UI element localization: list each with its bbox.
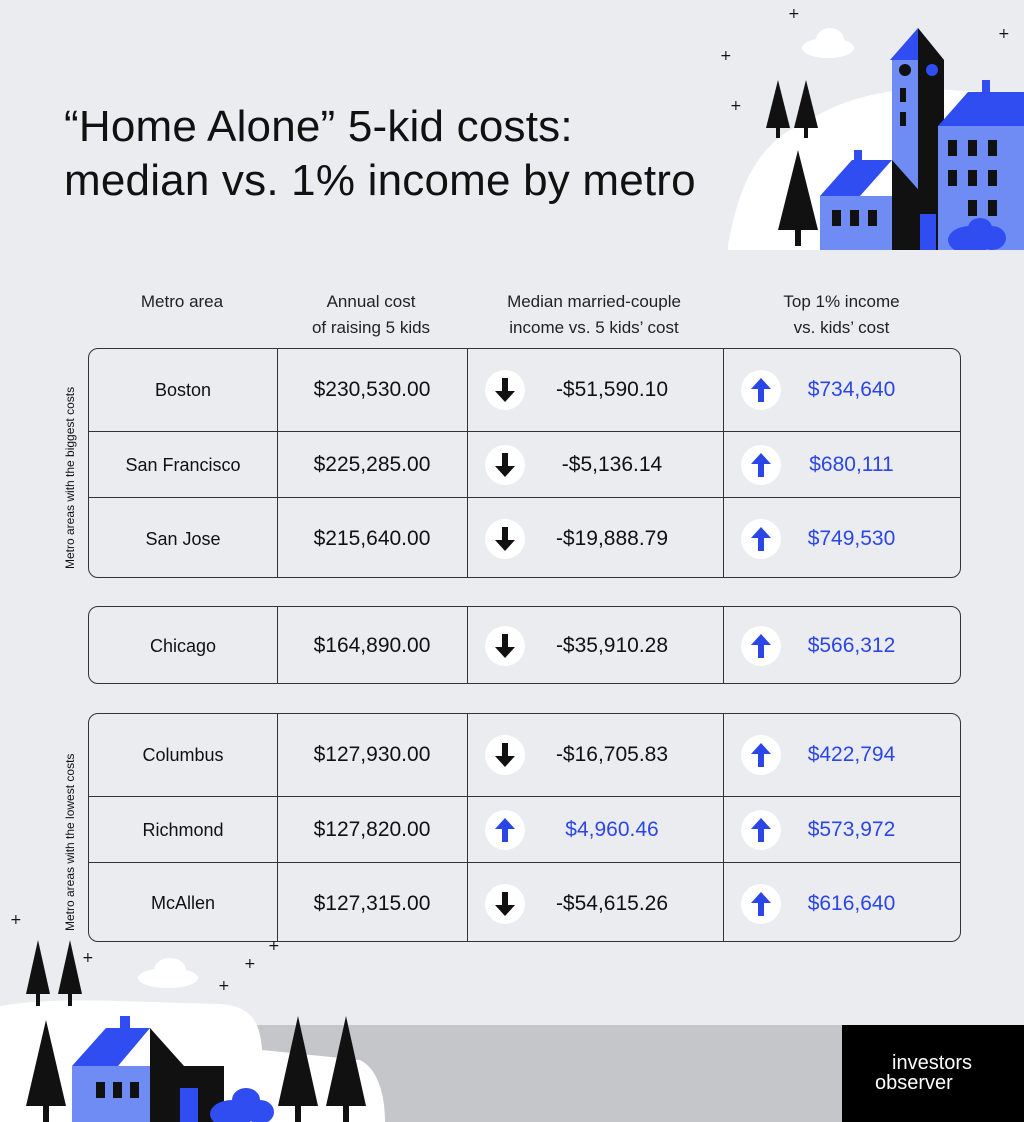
metro-name: San Francisco <box>125 454 241 475</box>
annual-cost-value: $164,890.00 <box>313 634 431 657</box>
table-group-lowest-costs <box>88 713 961 942</box>
header-median-income <box>466 289 722 341</box>
top-income-diff-value: $616,640 <box>807 891 896 915</box>
cost-cell <box>277 498 467 578</box>
annual-cost-value: $215,640.00 <box>313 527 431 550</box>
table-row <box>89 431 960 498</box>
header-metro-area <box>88 289 276 315</box>
metro-cell <box>89 797 277 863</box>
header-metro-label: Metro area <box>140 292 224 311</box>
metro-cell <box>89 349 277 431</box>
top-income-cell <box>723 714 961 796</box>
top-income-cell <box>723 432 961 498</box>
arrow-down-icon <box>485 445 525 485</box>
median-cell <box>467 797 723 863</box>
arrow-down-icon <box>485 735 525 775</box>
top-income-diff-value: $680,111 <box>809 453 894 476</box>
town-illustration-bottom <box>0 910 400 1122</box>
table-group-chicago <box>88 606 961 684</box>
title-line-2: median vs. 1% income by metro <box>64 156 696 205</box>
side-label-biggest-costs: Metro areas with the biggest costs <box>63 386 77 569</box>
top-income-cell <box>723 863 961 942</box>
town-illustration-top <box>720 0 1024 250</box>
metro-name: Boston <box>154 379 212 400</box>
median-income-diff-value: -$16,705.83 <box>555 743 669 766</box>
median-income-diff-value: -$54,615.26 <box>555 891 669 915</box>
svg-text:+: + <box>244 956 256 972</box>
table-group-biggest-costs <box>88 348 961 578</box>
top-income-diff-value: $566,312 <box>807 634 896 657</box>
median-income-diff-value: -$5,136.14 <box>561 453 663 476</box>
arrow-up-icon <box>741 626 781 666</box>
title-line-1: “Home Alone” 5-kid costs: <box>64 102 573 151</box>
metro-name: Columbus <box>142 744 224 765</box>
brand-logo <box>842 1025 1024 1122</box>
header-cost-line-1: Annual cost <box>326 292 416 311</box>
header-median-line-2: income vs. 5 kids’ cost <box>509 318 679 337</box>
cost-cell <box>277 432 467 498</box>
arrow-down-icon <box>485 519 525 559</box>
svg-text:+: + <box>10 912 22 928</box>
metro-name: San Jose <box>145 528 221 549</box>
metro-cell <box>89 432 277 498</box>
side-label-lowest-costs: Metro areas with the lowest costs <box>63 753 77 931</box>
brand-line-2: observer <box>875 1072 953 1094</box>
table-row <box>89 497 960 578</box>
metro-name: McAllen <box>150 893 216 913</box>
header-median-line-1: Median married-couple <box>507 292 681 311</box>
table-row <box>89 796 960 863</box>
median-cell <box>467 432 723 498</box>
top-income-diff-value: $422,794 <box>807 743 896 766</box>
metro-cell <box>89 498 277 578</box>
arrow-up-icon <box>741 884 781 924</box>
annual-cost-value: $127,930.00 <box>313 743 431 766</box>
arrow-up-icon <box>485 810 525 850</box>
median-income-diff-value: -$19,888.79 <box>555 527 669 550</box>
median-cell <box>467 863 723 942</box>
arrow-up-icon <box>741 445 781 485</box>
header-top-line-1: Top 1% income <box>783 292 900 311</box>
cost-cell <box>277 714 467 796</box>
svg-text:+: + <box>82 950 94 966</box>
top-income-cell <box>723 349 961 431</box>
arrow-down-icon <box>485 884 525 924</box>
arrow-up-icon <box>741 519 781 559</box>
cost-cell <box>277 349 467 431</box>
metro-name: Richmond <box>142 819 224 840</box>
cost-cell <box>277 797 467 863</box>
median-cell <box>467 349 723 431</box>
annual-cost-value: $127,820.00 <box>313 818 431 841</box>
median-cell <box>467 714 723 796</box>
top-income-diff-value: $734,640 <box>807 378 896 401</box>
header-top-line-2: vs. kids’ cost <box>793 318 890 337</box>
annual-cost-value: $127,315.00 <box>313 891 431 915</box>
table-row <box>89 714 960 796</box>
arrow-down-icon <box>485 370 525 410</box>
cost-cell <box>277 607 467 684</box>
top-income-cell <box>723 498 961 578</box>
table-row <box>89 349 960 431</box>
svg-text:+: + <box>998 26 1010 42</box>
metro-cell <box>89 714 277 796</box>
annual-cost-value: $230,530.00 <box>313 378 431 401</box>
svg-text:+: + <box>788 6 800 22</box>
top-income-cell <box>723 607 961 684</box>
median-cell <box>467 498 723 578</box>
median-income-diff-value: -$51,590.10 <box>555 378 669 401</box>
svg-text:+: + <box>218 978 230 994</box>
top-income-diff-value: $749,530 <box>807 527 896 550</box>
arrow-up-icon <box>741 735 781 775</box>
metro-name: Chicago <box>149 635 217 656</box>
median-income-diff-value: -$35,910.28 <box>555 634 669 657</box>
svg-text:+: + <box>730 98 742 114</box>
arrow-down-icon <box>485 626 525 666</box>
arrow-up-icon <box>741 370 781 410</box>
header-top-income <box>722 289 961 341</box>
annual-cost-value: $225,285.00 <box>313 453 431 476</box>
table-row <box>89 607 960 684</box>
top-income-diff-value: $573,972 <box>807 818 896 841</box>
svg-text:+: + <box>268 938 280 954</box>
metro-cell <box>89 607 277 684</box>
median-income-diff-value: $4,960.46 <box>565 818 659 841</box>
header-annual-cost <box>276 289 466 341</box>
page-title <box>64 100 696 208</box>
header-cost-line-2: of raising 5 kids <box>311 318 431 337</box>
brand-line-1: investors <box>892 1052 973 1074</box>
median-cell <box>467 607 723 684</box>
top-income-cell <box>723 797 961 863</box>
arrow-up-icon <box>741 810 781 850</box>
svg-text:+: + <box>720 48 732 64</box>
